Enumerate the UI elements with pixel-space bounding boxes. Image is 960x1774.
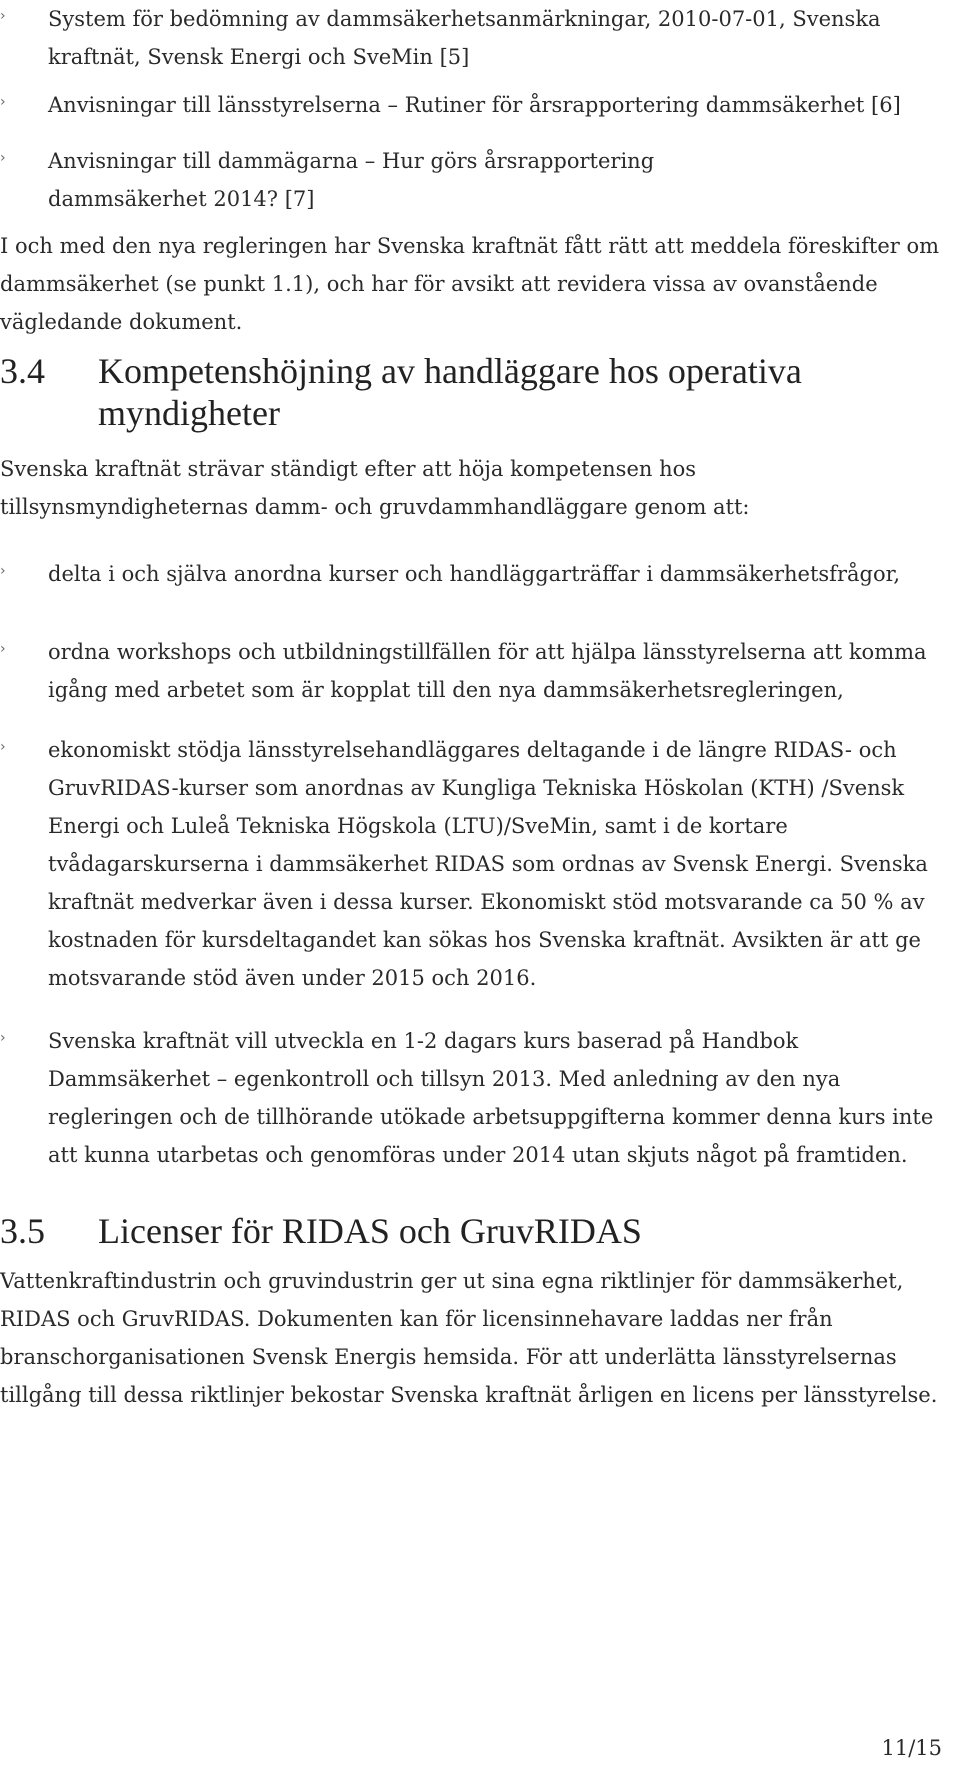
list-item-text: ekonomiskt stödja länsstyrelsehandläggares deltagande i de längre RIDAS- och GruvRIDAS-kurser som anordnas av Kungliga Tekniska Höskolan (KTH) /Svensk Energi och Luleå Tekniska Högskola (LTU)/SveMin, samt i de kortare tvådagarskurserna i dammsäkerhet RIDAS som ordnas av Svensk Energi. Svenska kraftnät medverkar även i dessa kurser. Ekonomiskt stöd motsvarande ca 50 % av kostnaden för kursdeltagandet kan sökas hos Svenska kraftnät. Avsikten är att ge motsvarande stöd även under 2015 och 2016. [48,738,928,990]
list-item-text: delta i och själva anordna kurser och handläggarträffar i dammsäkerhetsfrågor, [48,562,901,586]
bullet-marker: › [0,563,6,579]
list-item-text: ordna workshops och utbildningstillfällen för att hjälpa länsstyrelserna att komma igång med arbetet som är kopplat till den nya dammsäkerhetsregleringen, [48,640,927,702]
section-number: 3.5 [0,1211,45,1251]
list-item-text: Anvisningar till dammägarna – Hur görs årsrapportering dammsäkerhet 2014? [7] [48,149,655,211]
list-item [0,633,940,713]
list-item [0,1022,940,1182]
list-item-text: Anvisningar till länsstyrelserna – Rutiner för årsrapportering dammsäkerhet [6] [48,93,901,117]
bullet-marker: › [0,94,6,110]
section-heading-3-5 [0,1210,940,1252]
bullet-marker: › [0,150,6,166]
bullet-marker: › [0,739,6,755]
list-item [0,86,940,126]
bullet-marker: › [0,1030,6,1046]
bullet-marker: › [0,8,6,24]
section-number: 3.4 [0,351,45,391]
list-item [0,731,940,1011]
section-intro: Svenska kraftnät strävar ständigt efter att höja kompetensen hos tillsynsmyndigheternas damm- och gruvdammhandläggare genom att: [0,457,750,519]
list-item [0,142,940,222]
list-item [0,0,940,80]
body-paragraph: I och med den nya regleringen har Svenska kraftnät fått rätt att meddela föreskifter om dammsäkerhet (se punkt 1.1), och har för avsikt att revidera vissa av ovanstående vägledande dokument. [0,234,940,334]
body-paragraph: Vattenkraftindustrin och gruvindustrin ger ut sina egna riktlinjer för dammsäkerhet, RIDAS och GruvRIDAS. Dokumenten kan för licensinnehavare laddas ner från branschorganisationen Svensk Energis hemsida. För att underlätta länsstyrelsernas tillgång till dessa riktlinjer bekostar Svenska kraftnät årligen en licens per länsstyrelse. [0,1269,938,1407]
list-item-text: System för bedömning av dammsäkerhetsanmärkningar, 2010-07-01, Svenska kraftnät, Svensk Energi och SveMin [5] [48,7,881,69]
page-number: 11/15 [881,1736,942,1760]
list-item-text: Svenska kraftnät vill utveckla en 1-2 dagars kurs baserad på Handbok Dammsäkerhet – egenkontroll och tillsyn 2013. Med anledning av den nya regleringen och de tillhörande utökade arbetsuppgifterna kommer denna kurs inte att kunna utarbetas och genomföras under 2014 utan skjuts något på framtiden. [48,1029,934,1167]
section-title: Kompetenshöjning av handläggare hos operativa myndigheter [98,351,802,433]
list-item [0,555,940,595]
section-title: Licenser för RIDAS och GruvRIDAS [98,1211,642,1251]
section-heading-3-4 [0,350,940,434]
bullet-marker: › [0,641,6,657]
